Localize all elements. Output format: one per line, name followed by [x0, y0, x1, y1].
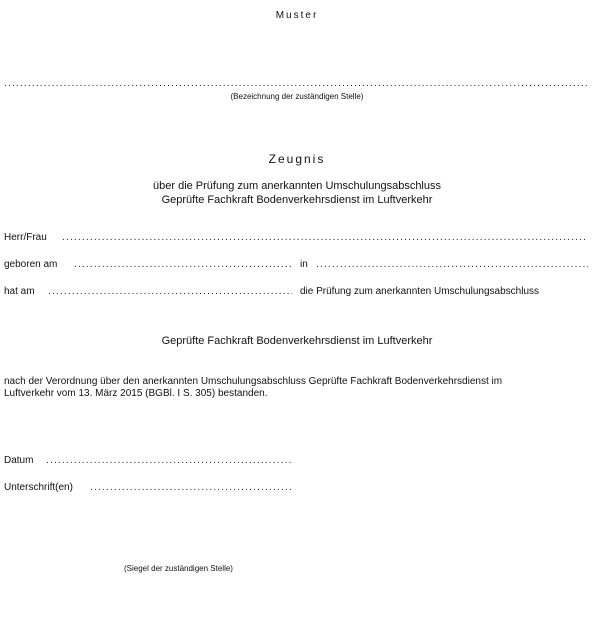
name-label: Herr/Frau — [4, 232, 47, 243]
regulation-line-1: nach der Verordnung über den anerkannten Umschulungsabschluss Geprüfte Fachkraft Bodenverkehrsdienst im — [4, 376, 503, 387]
muster-heading: Muster — [275, 10, 319, 21]
datum-dotted-line — [46, 455, 292, 467]
title-line-1: über die Prüfung zum anerkannten Umschulungsabschluss — [153, 180, 441, 192]
authority-caption: (Bezeichnung der zuständigen Stelle) — [230, 92, 364, 101]
exam-date-dotted-line — [48, 286, 292, 298]
title-line-2: Geprüfte Fachkraft Bodenverkehrsdienst im Luftverkehr — [161, 194, 433, 206]
datum-label: Datum — [4, 455, 34, 466]
qualification-title: Geprüfte Fachkraft Bodenverkehrsdienst im Luftverkehr — [161, 335, 433, 347]
in-label: in — [300, 259, 308, 270]
authority-dotted-line — [4, 78, 588, 90]
document-title: Zeugnis — [268, 152, 326, 166]
place-dotted-line — [316, 259, 588, 271]
born-label: geboren am — [4, 259, 58, 270]
exam-date-label: hat am — [4, 286, 35, 297]
regulation-line-2: Luftverkehr vom 13. März 2015 (BGBl. I S. 305) bestanden. — [4, 388, 268, 399]
exam-passed-text: die Prüfung zum anerkannten Umschulungsabschluss — [300, 286, 540, 297]
born-dotted-line — [74, 259, 292, 271]
seal-caption: (Siegel der zuständigen Stelle) — [124, 564, 233, 573]
signature-dotted-line — [90, 482, 292, 494]
name-dotted-line — [62, 232, 588, 244]
signature-label: Unterschrift(en) — [4, 482, 73, 493]
